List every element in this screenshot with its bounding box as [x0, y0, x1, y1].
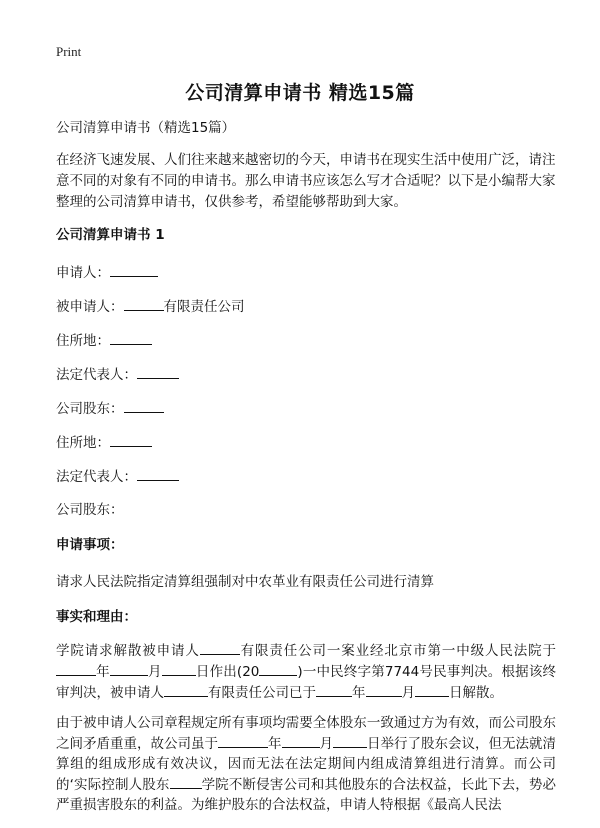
text-run: 有限责任公司一案业经北京市第一中级人民法院于: [239, 643, 556, 659]
shareholder-label: 公司股东：: [56, 502, 124, 518]
text-run: )一中民终字第7744号民事判决。根据该终审判决，被申请人: [56, 664, 557, 701]
blank-line: [110, 661, 148, 676]
blank-line: [316, 682, 352, 697]
text-run: 年: [96, 664, 110, 680]
text-run: 由于被申请人公司章程规定所有事项均需要全体股东一致通过方为有效，而公司股东之间矛盾重重，故公司虽于: [56, 715, 556, 752]
print-link[interactable]: Print: [56, 44, 82, 59]
legal-rep-label: 法定代表人：: [56, 469, 137, 485]
blank-line: [137, 364, 179, 379]
text-run: 月: [319, 736, 333, 752]
facts-heading: 事实和理由：: [56, 609, 137, 625]
blank-line: [124, 296, 164, 311]
text-run: 年: [352, 685, 366, 701]
section-heading: 公司清算申请书 1: [56, 227, 165, 243]
facts-paragraph: [56, 713, 556, 815]
blank-line: [259, 661, 297, 676]
legal-rep-field: [56, 466, 556, 488]
blank-line: [415, 682, 449, 697]
blank-line: [170, 774, 202, 789]
legal-rep-label: 法定代表人：: [56, 367, 137, 383]
text-run: 学院不断侵害公司和其他股东的合法权益，长此下去，势必严重损害股东的利益。为维护股东的合法权益，申请人特根据《最高人民法: [56, 777, 557, 813]
blank-line: [200, 640, 240, 655]
text-run: 有限责任公司已于: [208, 685, 316, 701]
blank-line: [137, 466, 179, 481]
applicant-label: 申请人：: [56, 265, 110, 281]
shareholder-field: [56, 500, 556, 521]
text-run: 月: [401, 685, 415, 701]
blank-line: [218, 733, 268, 748]
applicant-field: [56, 262, 556, 284]
respondent-field: [56, 296, 556, 318]
blank-line: [110, 262, 158, 277]
text-run: 日举行了股东会议，但无法就清算组的组成形成有效决议，因而无法在法定期间内组成清算组进行清算。而公司的‘实际控制人股东: [56, 736, 556, 793]
blank-line: [110, 330, 152, 345]
text-run: 日解散。: [449, 685, 503, 701]
text-run: 学院请求解散被申请人: [56, 643, 200, 659]
blank-line: [164, 682, 208, 697]
shareholder-field: [56, 398, 556, 420]
document-body: [56, 118, 556, 825]
address-label: 住所地：: [56, 435, 110, 451]
address-field: [56, 330, 556, 352]
blank-line: [333, 733, 367, 748]
address-label: 住所地：: [56, 333, 110, 349]
blank-line: [56, 661, 96, 676]
request-heading: 申请事项：: [56, 537, 124, 553]
document-title: 公司清算申请书 精选15篇: [185, 82, 415, 104]
shareholder-label: 公司股东：: [56, 401, 124, 417]
respondent-suffix: 有限责任公司: [163, 299, 245, 315]
blank-line: [162, 661, 196, 676]
facts-paragraph: [56, 640, 556, 703]
blank-line: [282, 733, 320, 748]
legal-rep-field: [56, 364, 556, 386]
request-text: 请求人民法院指定清算组强制对中农革业有限责任公司进行清算: [56, 574, 434, 590]
text-run: 月: [147, 664, 162, 680]
text-run: 年: [268, 736, 282, 752]
intro-paragraph: 在经济飞速发展、人们往来越来越密切的今天，申请书在现实生活中使用广泛，请注意不同的对象有不同的申请书。那么申请书应该怎么写才合适呢？以下是小编帮大家整理的公司清算申请书，仅供参考，希望能够帮助到大家。: [56, 152, 556, 210]
blank-line: [110, 432, 152, 447]
blank-line: [124, 398, 164, 413]
text-run: 日作出(20: [195, 664, 260, 680]
respondent-label: 被申请人：: [56, 299, 124, 315]
blank-line: [366, 682, 402, 697]
address-field: [56, 432, 556, 454]
document-subtitle: 公司清算申请书（精选15篇）: [56, 120, 236, 136]
